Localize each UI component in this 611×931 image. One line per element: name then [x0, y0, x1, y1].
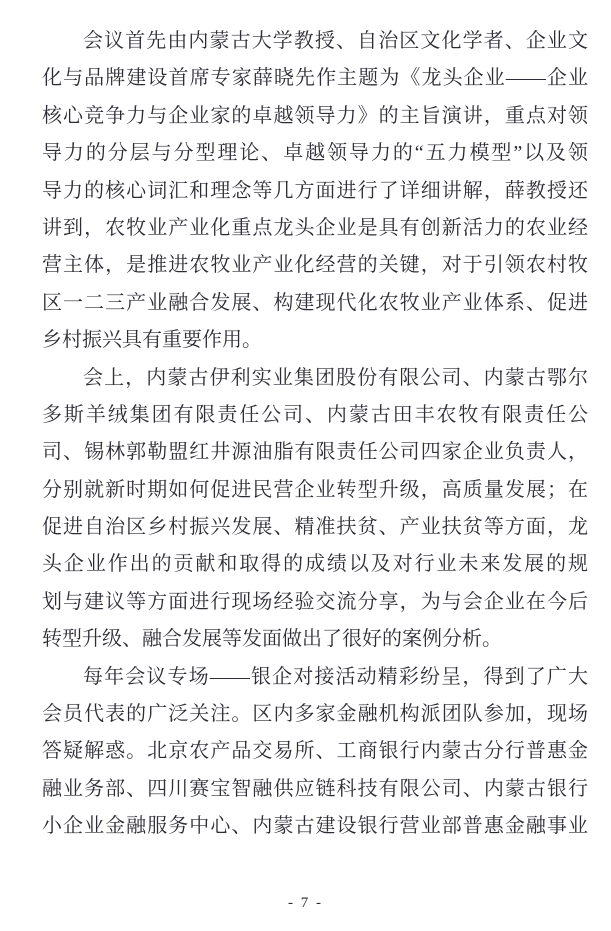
text-line: 答疑解惑。北京农产品交易所、工商银行内蒙古分行普惠金	[42, 740, 588, 763]
text-line: 区一二三产业融合发展、构建现代化农牧业产业体系、促进	[42, 291, 588, 314]
text-line: 化与品牌建设首席专家薛晓先作主题为《龙头企业——企业	[42, 67, 588, 90]
text-line: 营主体，是推进农牧业产业化经营的关键，对于引领农村牧	[42, 254, 588, 277]
text-line: 导力的分层与分型理论、卓越领导力的“五力模型”以及领	[42, 142, 588, 165]
text-line: 会员代表的广泛关注。区内多家金融机构派团队参加，现场	[42, 703, 588, 726]
text-line: 司、锡林郭勒盟红井源油脂有限责任公司四家企业负责人，	[42, 441, 588, 464]
page-footer	[0, 893, 611, 913]
text-line: 每年会议专场——银企对接活动精彩纷呈，得到了广大	[83, 665, 588, 688]
text-line: 分别就新时期如何促进民营企业转型升级，高质量发展；在	[42, 478, 588, 501]
document-body	[42, 23, 588, 846]
text-line: 转型升级、融合发展等发面做出了很好的案例分析。	[42, 628, 502, 651]
text-line: 会议首先由内蒙古大学教授、自治区文化学者、企业文	[83, 30, 588, 52]
text-line: 乡村振兴具有重要作用。	[42, 329, 262, 352]
text-line: 融业务部、四川赛宝智融供应链科技有限公司、内蒙古银行	[42, 777, 588, 800]
text-line: 促进自治区乡村振兴发展、精准扶贫、产业扶贫等方面，龙	[42, 516, 588, 539]
text-line: 会上，内蒙古伊利实业集团股份有限公司、内蒙古鄂尔	[83, 366, 588, 389]
text-line: 导力的核心词汇和理念等几方面进行了详细讲解，薛教授还	[42, 179, 588, 202]
text-line: 讲到，农牧业产业化重点龙头企业是具有创新活力的农业经	[42, 216, 588, 239]
text-line: 划与建议等方面进行现场经验交流分享，为与会企业在今后	[42, 590, 588, 613]
text-line: 多斯羊绒集团有限责任公司、内蒙古田丰农牧有限责任公	[42, 403, 588, 426]
text-line: 小企业金融服务中心、内蒙古建设银行营业部普惠金融事业	[42, 815, 588, 838]
page-number: - 7 -	[288, 895, 323, 911]
text-line: 头企业作出的贡献和取得的成绩以及对行业未来发展的规	[42, 553, 588, 576]
text-line: 核心竞争力与企业家的卓越领导力》的主旨演讲，重点对领	[42, 104, 588, 127]
